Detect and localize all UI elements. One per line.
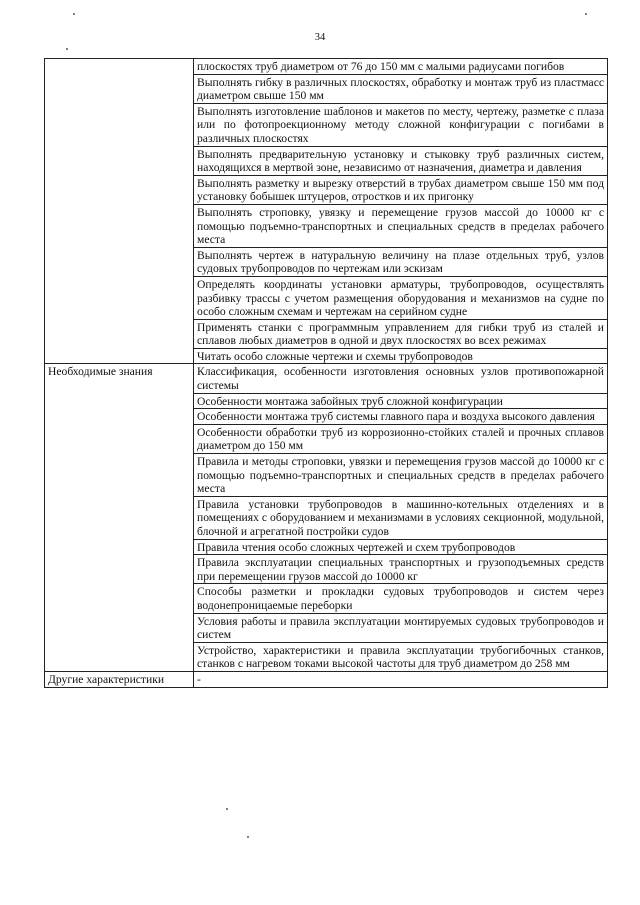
skill-item: Читать особо сложные чертежи и схемы трубопроводов <box>194 348 608 364</box>
knowledge-item: Особенности монтажа забойных труб сложной конфигурации <box>194 393 608 409</box>
skill-item: плоскостях труб диаметром от 76 до 150 мм с малыми радиусами погибов <box>194 59 608 75</box>
competency-table <box>44 58 608 688</box>
knowledge-item: Способы разметки и прокладки судовых трубопроводов и систем через водонепроницаемые переборки <box>194 584 608 613</box>
knowledge-item: Правила и методы строповки, увязки и перемещения грузов массой до 10000 кг с помощью подъемно-транспортных и специальных средств в пределах рабочего места <box>194 454 608 497</box>
skill-item: Выполнять гибку в различных плоскостях, обработку и монтаж труб из пластмасс диаметром свыше 150 мм <box>194 74 608 103</box>
knowledge-item: Правила эксплуатации специальных транспортных и грузоподъемных средств при перемещении грузов массой до 10000 кг <box>194 555 608 584</box>
other-label: Другие характеристики <box>45 671 194 687</box>
knowledge-item: Особенности обработки труб из коррозионно-стойких сталей и прочных сплавов диаметром до 150 мм <box>194 424 608 453</box>
knowledge-item: Устройство, характеристики и правила эксплуатации трубогибочных станков, станков с нагревом токами высокой частоты для труб диаметром до 258 мм <box>194 642 608 671</box>
knowledge-item: Правила установки трубопроводов в машинно-котельных отделениях и в помещениях с оборудованием и механизмами в условиях секционной, модульной, блочной и агрегатной постройки судов <box>194 496 608 539</box>
table-row <box>45 671 608 687</box>
skill-item: Выполнять изготовление шаблонов и макетов по месту, чертежу, разметке с плаза или по фотопроекционному методу сложной конфигурации с погибами в различных плоскостях <box>194 103 608 146</box>
knowledge-item: Особенности монтажа труб системы главного пара и воздуха высокого давления <box>194 409 608 425</box>
skill-item: Выполнять предварительную установку и стыковку труб различных систем, находящихся в мертвой зоне, независимо от назначения, диаметра и давления <box>194 146 608 175</box>
scan-speck <box>226 808 228 810</box>
knowledge-item: Правила чтения особо сложных чертежей и схем трубопроводов <box>194 539 608 555</box>
skill-item: Выполнять чертеж в натуральную величину на плазе отдельных труб, узлов судовых трубопроводов по чертежам или эскизам <box>194 247 608 276</box>
scan-speck <box>66 48 68 50</box>
other-value: - <box>194 671 608 687</box>
skill-item: Выполнять строповку, увязку и перемещение грузов массой до 10000 кг с помощью подъемно-транспортных и специальных средств в пределах рабочего места <box>194 204 608 247</box>
page-number: 34 <box>314 32 326 43</box>
knowledge-label: Необходимые знания <box>45 364 194 671</box>
scan-speck <box>247 836 249 838</box>
table-row <box>45 364 608 393</box>
scan-speck <box>585 13 587 15</box>
skills-label-cell <box>45 59 194 364</box>
knowledge-item: Условия работы и правила эксплуатации монтируемых судовых трубопроводов и систем <box>194 613 608 642</box>
skill-item: Выполнять разметку и вырезку отверстий в трубах диаметром свыше 150 мм под установку бобышек штуцеров, отростков и их пригонку <box>194 175 608 204</box>
table-row <box>45 59 608 75</box>
knowledge-item: Классификация, особенности изготовления основных узлов противопожарной системы <box>194 364 608 393</box>
scan-speck <box>73 13 75 15</box>
skill-item: Определять координаты установки арматуры, трубопроводов, осуществлять разбивку трассы с учетом размещения оборудования и механизмов на судне по особо сложным схемам и чертежам на серийном судне <box>194 276 608 319</box>
skill-item: Применять станки с программным управлением для гибки труб из сталей и сплавов любых диаметров в одной и двух плоскостях во всех режимах <box>194 319 608 348</box>
